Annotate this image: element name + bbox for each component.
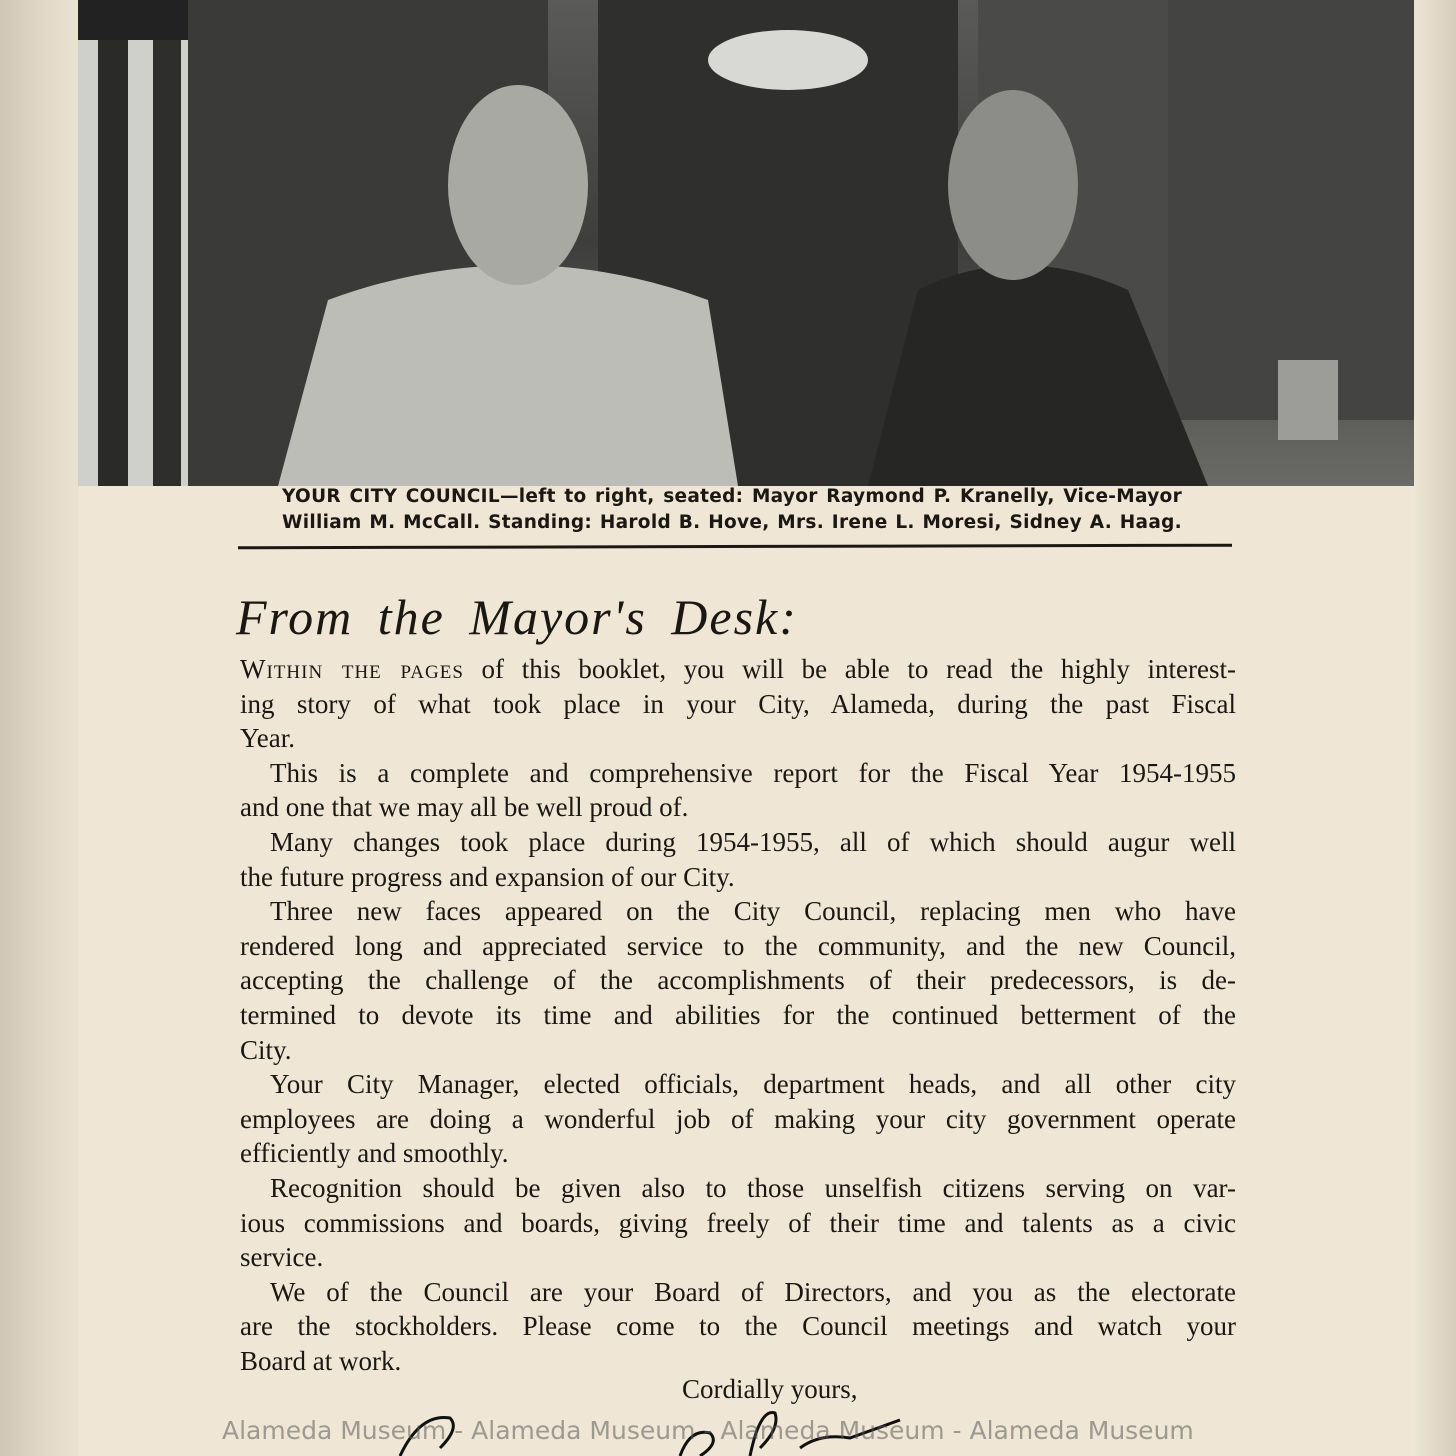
letter-body [240, 652, 1236, 1378]
lead-in: Within the pages [240, 654, 464, 684]
body-line: ing story of what took place in your City, Alameda, during the past Fiscal [240, 688, 1236, 719]
caption-line: William M. McCall. Standing: Harold B. Hove, Mrs. Irene L. Moresi, Sidney A. Haag. [282, 512, 1182, 533]
body-line-text: of this booklet, you will be able to read the highly interest- [463, 654, 1236, 684]
body-line: efficiently and smoothly. [240, 1138, 509, 1169]
body-line: the future progress and expansion of our City. [240, 861, 735, 892]
body-line: Recognition should be given also to those unselfish citizens serving on var- [270, 1172, 1236, 1203]
city-council-photo [78, 0, 1414, 486]
body-line: Year. [240, 723, 296, 754]
body-line: and one that we may all be well proud of. [240, 792, 689, 823]
body-line: rendered long and appreciated service to the community, and the new Council, [240, 930, 1236, 961]
caption-line: YOUR CITY COUNCIL—left to right, seated: Mayor Raymond P. Kranelly, Vice-Mayor [282, 486, 1182, 507]
photo-caption [282, 484, 1182, 536]
page-title: From the Mayor's Desk: [236, 589, 798, 645]
body-line: are the stockholders. Please come to the Council meetings and watch your [240, 1311, 1236, 1342]
body-line [240, 652, 1236, 687]
body-line: This is a complete and comprehensive report for the Fiscal Year 1954-1955 [270, 757, 1236, 788]
body-line: Your City Manager, elected officials, department heads, and all other city [270, 1069, 1236, 1100]
body-line: ious commissions and boards, giving freely of their time and talents as a civic [240, 1207, 1236, 1238]
body-line: employees are doing a wonderful job of making your city government operate [240, 1103, 1236, 1134]
page-edge [1414, 0, 1456, 1456]
body-line: Board at work. [240, 1345, 402, 1376]
body-line: City. [240, 1034, 292, 1065]
closing: Cordially yours, [682, 1374, 858, 1404]
book-gutter [0, 0, 78, 1456]
watermark: Alameda Museum - Alameda Museum - Alameda Museum - Alameda Museum [222, 1416, 1194, 1445]
body-line: We of the Council are your Board of Directors, and you as the electorate [270, 1276, 1236, 1307]
body-line: Three new faces appeared on the City Council, replacing men who have [270, 896, 1236, 927]
divider [238, 544, 1232, 550]
body-line: accepting the challenge of the accomplishments of their predecessors, is de- [240, 965, 1236, 996]
body-line: service. [240, 1242, 324, 1273]
body-line: termined to devote its time and abilities for the continued betterment of the [240, 999, 1236, 1030]
body-line: Many changes took place during 1954-1955, all of which should augur well [270, 826, 1236, 857]
